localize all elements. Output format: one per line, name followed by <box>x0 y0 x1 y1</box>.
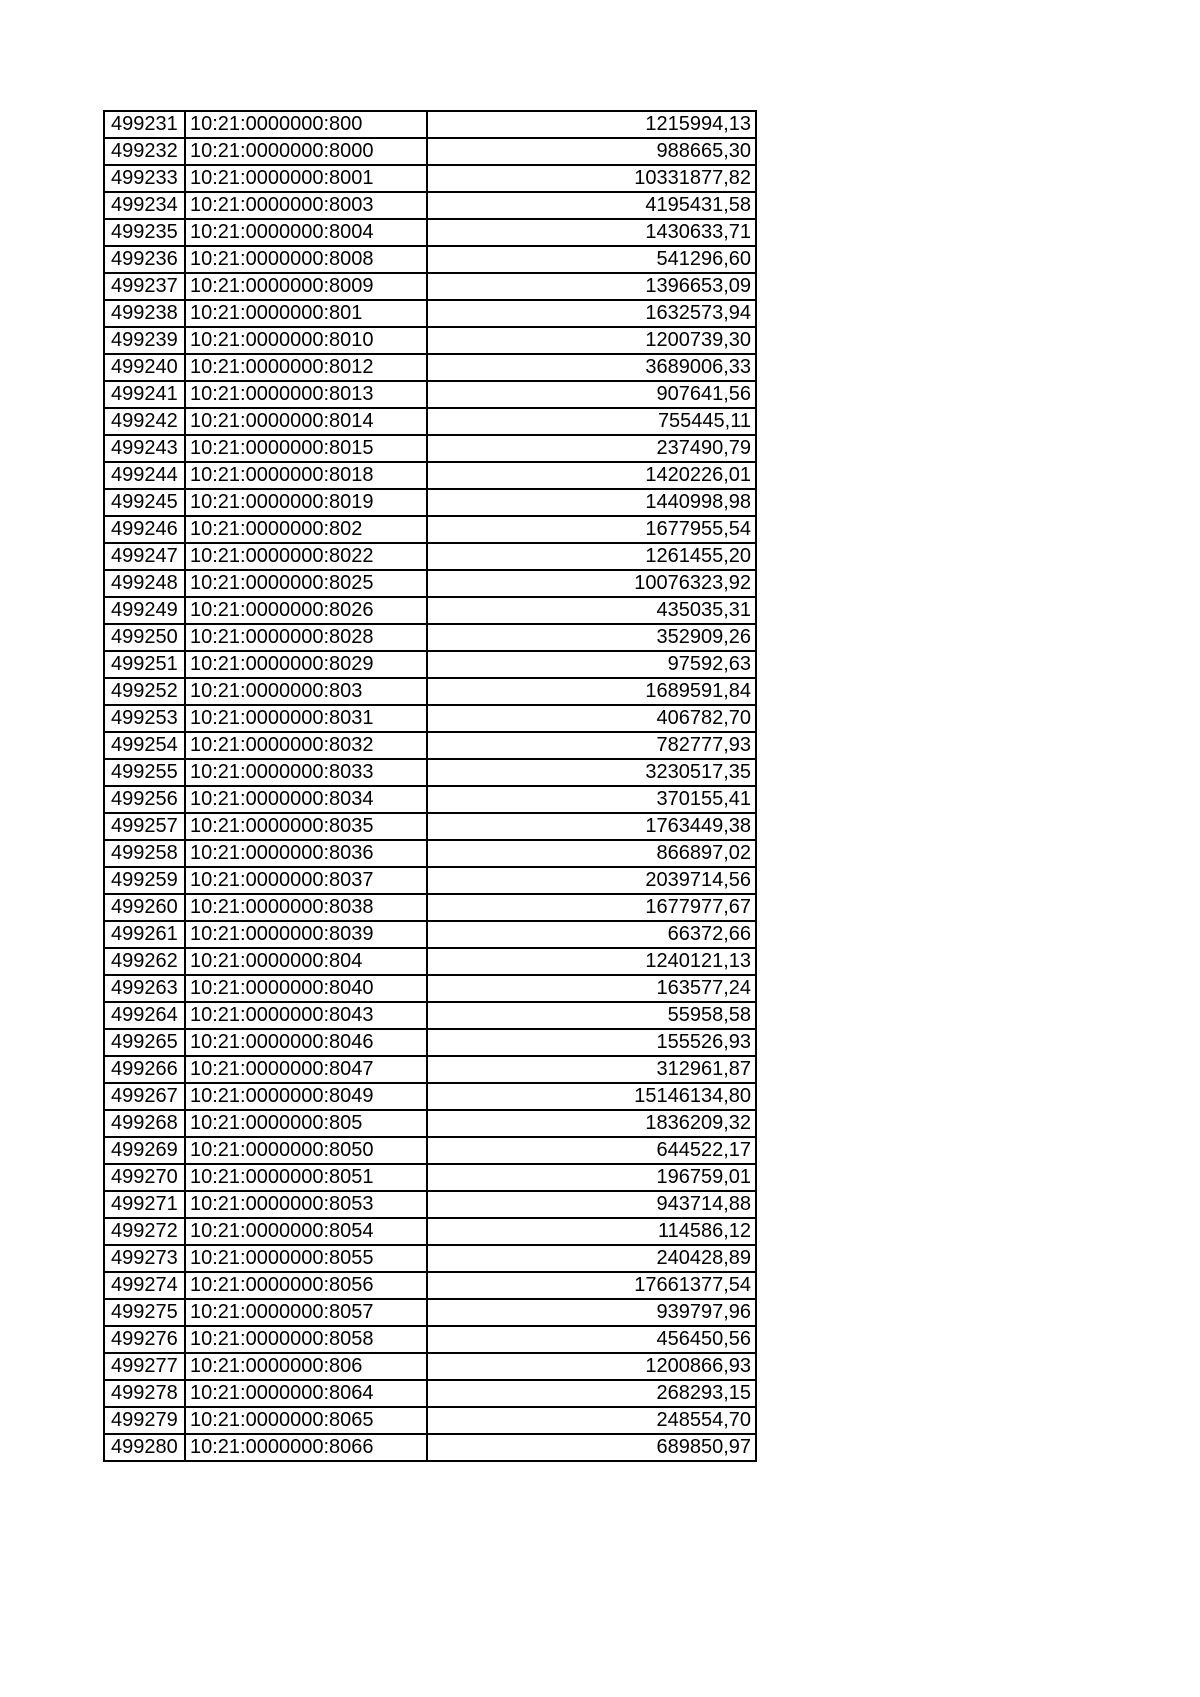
row-number-cell: 499238 <box>104 300 185 327</box>
amount-cell: 1200739,30 <box>427 327 756 354</box>
table-row <box>104 570 756 597</box>
cadastral-number-cell: 10:21:0000000:8033 <box>185 759 427 786</box>
row-number-cell: 499276 <box>104 1326 185 1353</box>
row-number-cell: 499248 <box>104 570 185 597</box>
table-row <box>104 543 756 570</box>
amount-cell: 943714,88 <box>427 1191 756 1218</box>
row-number-cell: 499269 <box>104 1137 185 1164</box>
table-row <box>104 1029 756 1056</box>
table-row <box>104 219 756 246</box>
amount-cell: 2039714,56 <box>427 867 756 894</box>
table-row <box>104 435 756 462</box>
row-number-cell: 499241 <box>104 381 185 408</box>
table-row <box>104 975 756 1002</box>
cadastral-number-cell: 10:21:0000000:8019 <box>185 489 427 516</box>
amount-cell: 939797,96 <box>427 1299 756 1326</box>
table-row <box>104 1272 756 1299</box>
row-number-cell: 499267 <box>104 1083 185 1110</box>
table-row <box>104 246 756 273</box>
cadastral-number-cell: 10:21:0000000:8025 <box>185 570 427 597</box>
row-number-cell: 499233 <box>104 165 185 192</box>
amount-cell: 1677955,54 <box>427 516 756 543</box>
table-row <box>104 300 756 327</box>
amount-cell: 907641,56 <box>427 381 756 408</box>
row-number-cell: 499250 <box>104 624 185 651</box>
row-number-cell: 499256 <box>104 786 185 813</box>
table-row <box>104 1299 756 1326</box>
cadastral-number-cell: 10:21:0000000:8028 <box>185 624 427 651</box>
cadastral-number-cell: 10:21:0000000:8008 <box>185 246 427 273</box>
data-table <box>103 110 757 1462</box>
table-row <box>104 381 756 408</box>
cadastral-number-cell: 10:21:0000000:8037 <box>185 867 427 894</box>
row-number-cell: 499254 <box>104 732 185 759</box>
cadastral-number-cell: 10:21:0000000:8029 <box>185 651 427 678</box>
row-number-cell: 499268 <box>104 1110 185 1137</box>
table-row <box>104 1353 756 1380</box>
table-row <box>104 1110 756 1137</box>
row-number-cell: 499244 <box>104 462 185 489</box>
cadastral-number-cell: 10:21:0000000:8010 <box>185 327 427 354</box>
row-number-cell: 499280 <box>104 1434 185 1461</box>
row-number-cell: 499277 <box>104 1353 185 1380</box>
cadastral-number-cell: 10:21:0000000:8054 <box>185 1218 427 1245</box>
cadastral-number-cell: 10:21:0000000:8065 <box>185 1407 427 1434</box>
amount-cell: 15146134,80 <box>427 1083 756 1110</box>
amount-cell: 240428,89 <box>427 1245 756 1272</box>
table-row <box>104 138 756 165</box>
row-number-cell: 499263 <box>104 975 185 1002</box>
row-number-cell: 499266 <box>104 1056 185 1083</box>
cadastral-number-cell: 10:21:0000000:8004 <box>185 219 427 246</box>
table-row <box>104 273 756 300</box>
table-row <box>104 759 756 786</box>
table-row <box>104 948 756 975</box>
amount-cell: 406782,70 <box>427 705 756 732</box>
table-row <box>104 192 756 219</box>
amount-cell: 435035,31 <box>427 597 756 624</box>
row-number-cell: 499239 <box>104 327 185 354</box>
row-number-cell: 499271 <box>104 1191 185 1218</box>
cadastral-number-cell: 10:21:0000000:8053 <box>185 1191 427 1218</box>
table-row <box>104 1056 756 1083</box>
row-number-cell: 499274 <box>104 1272 185 1299</box>
table-row <box>104 840 756 867</box>
amount-cell: 988665,30 <box>427 138 756 165</box>
row-number-cell: 499261 <box>104 921 185 948</box>
cadastral-number-cell: 10:21:0000000:8058 <box>185 1326 427 1353</box>
amount-cell: 4195431,58 <box>427 192 756 219</box>
cadastral-number-cell: 10:21:0000000:8012 <box>185 354 427 381</box>
row-number-cell: 499242 <box>104 408 185 435</box>
amount-cell: 237490,79 <box>427 435 756 462</box>
cadastral-number-cell: 10:21:0000000:8043 <box>185 1002 427 1029</box>
amount-cell: 17661377,54 <box>427 1272 756 1299</box>
cadastral-number-cell: 10:21:0000000:8035 <box>185 813 427 840</box>
row-number-cell: 499272 <box>104 1218 185 1245</box>
table-row <box>104 462 756 489</box>
table-row <box>104 678 756 705</box>
row-number-cell: 499262 <box>104 948 185 975</box>
table-row <box>104 1191 756 1218</box>
amount-cell: 456450,56 <box>427 1326 756 1353</box>
amount-cell: 1215994,13 <box>427 111 756 138</box>
amount-cell: 352909,26 <box>427 624 756 651</box>
table-row <box>104 921 756 948</box>
row-number-cell: 499251 <box>104 651 185 678</box>
row-number-cell: 499273 <box>104 1245 185 1272</box>
cadastral-number-cell: 10:21:0000000:8032 <box>185 732 427 759</box>
table-row <box>104 1218 756 1245</box>
table-row <box>104 732 756 759</box>
table-row <box>104 165 756 192</box>
table-row <box>104 111 756 138</box>
row-number-cell: 499255 <box>104 759 185 786</box>
amount-cell: 755445,11 <box>427 408 756 435</box>
cadastral-number-cell: 10:21:0000000:8018 <box>185 462 427 489</box>
row-number-cell: 499258 <box>104 840 185 867</box>
cadastral-number-cell: 10:21:0000000:8036 <box>185 840 427 867</box>
amount-cell: 66372,66 <box>427 921 756 948</box>
cadastral-number-cell: 10:21:0000000:8040 <box>185 975 427 1002</box>
table-row <box>104 813 756 840</box>
table-row <box>104 1083 756 1110</box>
cadastral-number-cell: 10:21:0000000:8055 <box>185 1245 427 1272</box>
cadastral-number-cell: 10:21:0000000:8034 <box>185 786 427 813</box>
cadastral-number-cell: 10:21:0000000:8001 <box>185 165 427 192</box>
row-number-cell: 499279 <box>104 1407 185 1434</box>
cadastral-number-cell: 10:21:0000000:801 <box>185 300 427 327</box>
table-row <box>104 651 756 678</box>
row-number-cell: 499259 <box>104 867 185 894</box>
table-row <box>104 894 756 921</box>
row-number-cell: 499243 <box>104 435 185 462</box>
table-row <box>104 1407 756 1434</box>
amount-cell: 541296,60 <box>427 246 756 273</box>
cadastral-number-cell: 10:21:0000000:8047 <box>185 1056 427 1083</box>
cadastral-number-cell: 10:21:0000000:8056 <box>185 1272 427 1299</box>
amount-cell: 1632573,94 <box>427 300 756 327</box>
amount-cell: 1261455,20 <box>427 543 756 570</box>
amount-cell: 1677977,67 <box>427 894 756 921</box>
amount-cell: 55958,58 <box>427 1002 756 1029</box>
table-row <box>104 786 756 813</box>
table-row <box>104 1380 756 1407</box>
amount-cell: 782777,93 <box>427 732 756 759</box>
row-number-cell: 499275 <box>104 1299 185 1326</box>
cadastral-number-cell: 10:21:0000000:803 <box>185 678 427 705</box>
cadastral-number-cell: 10:21:0000000:8038 <box>185 894 427 921</box>
row-number-cell: 499253 <box>104 705 185 732</box>
cadastral-number-cell: 10:21:0000000:8049 <box>185 1083 427 1110</box>
row-number-cell: 499231 <box>104 111 185 138</box>
cadastral-number-cell: 10:21:0000000:8022 <box>185 543 427 570</box>
cadastral-number-cell: 10:21:0000000:806 <box>185 1353 427 1380</box>
amount-cell: 1240121,13 <box>427 948 756 975</box>
table-row <box>104 1164 756 1191</box>
table-row <box>104 408 756 435</box>
amount-cell: 97592,63 <box>427 651 756 678</box>
table-row <box>104 597 756 624</box>
row-number-cell: 499252 <box>104 678 185 705</box>
table-row <box>104 354 756 381</box>
amount-cell: 10331877,82 <box>427 165 756 192</box>
table-row <box>104 489 756 516</box>
cadastral-number-cell: 10:21:0000000:8000 <box>185 138 427 165</box>
cadastral-number-cell: 10:21:0000000:805 <box>185 1110 427 1137</box>
amount-cell: 10076323,92 <box>427 570 756 597</box>
table-row <box>104 705 756 732</box>
cadastral-number-cell: 10:21:0000000:8051 <box>185 1164 427 1191</box>
cadastral-number-cell: 10:21:0000000:8014 <box>185 408 427 435</box>
amount-cell: 268293,15 <box>427 1380 756 1407</box>
cadastral-number-cell: 10:21:0000000:8009 <box>185 273 427 300</box>
amount-cell: 1200866,93 <box>427 1353 756 1380</box>
amount-cell: 163577,24 <box>427 975 756 1002</box>
row-number-cell: 499265 <box>104 1029 185 1056</box>
amount-cell: 155526,93 <box>427 1029 756 1056</box>
cadastral-number-cell: 10:21:0000000:8031 <box>185 705 427 732</box>
cadastral-number-cell: 10:21:0000000:8026 <box>185 597 427 624</box>
table-row <box>104 1002 756 1029</box>
table-row <box>104 1137 756 1164</box>
cadastral-number-cell: 10:21:0000000:802 <box>185 516 427 543</box>
cadastral-number-cell: 10:21:0000000:8039 <box>185 921 427 948</box>
amount-cell: 644522,17 <box>427 1137 756 1164</box>
amount-cell: 114586,12 <box>427 1218 756 1245</box>
cadastral-number-cell: 10:21:0000000:800 <box>185 111 427 138</box>
cadastral-number-cell: 10:21:0000000:8003 <box>185 192 427 219</box>
amount-cell: 1440998,98 <box>427 489 756 516</box>
amount-cell: 1430633,71 <box>427 219 756 246</box>
amount-cell: 1420226,01 <box>427 462 756 489</box>
row-number-cell: 499257 <box>104 813 185 840</box>
cadastral-number-cell: 10:21:0000000:8015 <box>185 435 427 462</box>
amount-cell: 3230517,35 <box>427 759 756 786</box>
row-number-cell: 499249 <box>104 597 185 624</box>
row-number-cell: 499235 <box>104 219 185 246</box>
cadastral-number-cell: 10:21:0000000:8066 <box>185 1434 427 1461</box>
row-number-cell: 499232 <box>104 138 185 165</box>
amount-cell: 1836209,32 <box>427 1110 756 1137</box>
amount-cell: 3689006,33 <box>427 354 756 381</box>
amount-cell: 866897,02 <box>427 840 756 867</box>
table-row <box>104 516 756 543</box>
cadastral-number-cell: 10:21:0000000:8050 <box>185 1137 427 1164</box>
amount-cell: 312961,87 <box>427 1056 756 1083</box>
row-number-cell: 499236 <box>104 246 185 273</box>
row-number-cell: 499237 <box>104 273 185 300</box>
row-number-cell: 499247 <box>104 543 185 570</box>
row-number-cell: 499246 <box>104 516 185 543</box>
amount-cell: 1689591,84 <box>427 678 756 705</box>
row-number-cell: 499264 <box>104 1002 185 1029</box>
amount-cell: 196759,01 <box>427 1164 756 1191</box>
row-number-cell: 499278 <box>104 1380 185 1407</box>
table-row <box>104 1326 756 1353</box>
row-number-cell: 499234 <box>104 192 185 219</box>
row-number-cell: 499270 <box>104 1164 185 1191</box>
table-body <box>104 111 756 1461</box>
row-number-cell: 499240 <box>104 354 185 381</box>
cadastral-number-cell: 10:21:0000000:8057 <box>185 1299 427 1326</box>
table-row <box>104 1434 756 1461</box>
table-row <box>104 327 756 354</box>
row-number-cell: 499245 <box>104 489 185 516</box>
amount-cell: 689850,97 <box>427 1434 756 1461</box>
cadastral-number-cell: 10:21:0000000:804 <box>185 948 427 975</box>
cadastral-number-cell: 10:21:0000000:8013 <box>185 381 427 408</box>
table-row <box>104 1245 756 1272</box>
cadastral-number-cell: 10:21:0000000:8046 <box>185 1029 427 1056</box>
amount-cell: 248554,70 <box>427 1407 756 1434</box>
row-number-cell: 499260 <box>104 894 185 921</box>
table-row <box>104 624 756 651</box>
cadastral-number-cell: 10:21:0000000:8064 <box>185 1380 427 1407</box>
table-row <box>104 867 756 894</box>
amount-cell: 1763449,38 <box>427 813 756 840</box>
amount-cell: 1396653,09 <box>427 273 756 300</box>
amount-cell: 370155,41 <box>427 786 756 813</box>
